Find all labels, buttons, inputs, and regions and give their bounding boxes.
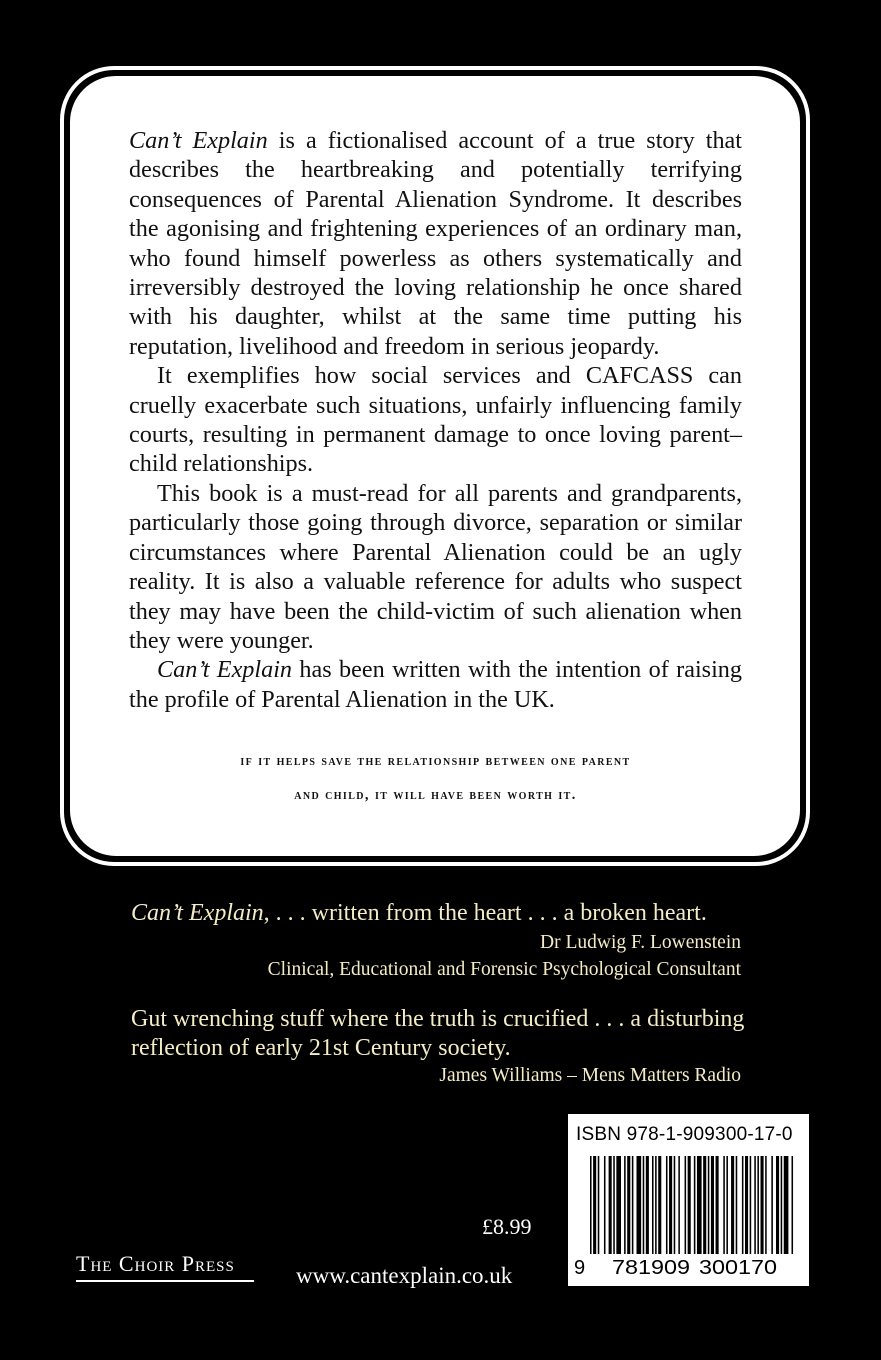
barcode-bar xyxy=(613,1156,615,1254)
barcode-bar xyxy=(652,1156,654,1254)
review-quote-1 xyxy=(131,899,707,928)
review-quote-1-title: Can’t Explain xyxy=(131,900,264,926)
blurb-paragraph-2: It exemplifies how social services and CAFCASS can cruelly exacerbate such situations, unfairly influencing family courts, resulting in permanent damage to once loving parent–child relationships. xyxy=(129,362,742,478)
review-quote-2-line-1: Gut wrenching stuff where the truth is crucified . . . a disturbing xyxy=(131,1006,745,1032)
barcode-bar xyxy=(736,1156,738,1254)
barcode-bar xyxy=(694,1156,696,1254)
barcode-graphic xyxy=(568,1114,809,1286)
barcode-bar xyxy=(771,1156,773,1254)
barcode-bar xyxy=(624,1156,626,1254)
price: £8.99 xyxy=(482,1214,532,1239)
review-quote-1-text: , . . . written from the heart . . . a broken heart. xyxy=(263,900,707,926)
barcode-bar xyxy=(750,1156,752,1254)
barcode-digits-right: 300170 xyxy=(699,1257,777,1279)
barcode-bar xyxy=(593,1156,596,1254)
website-url: www.cantexplain.co.uk xyxy=(296,1263,513,1288)
barcode-bar xyxy=(781,1156,783,1254)
review-attribution-1 xyxy=(268,929,741,983)
barcode-bar xyxy=(754,1156,756,1254)
barcode-bar xyxy=(784,1156,789,1254)
review-author-2: James Williams – Mens Matters Radio xyxy=(439,1065,741,1086)
tagline xyxy=(129,744,742,812)
barcode-bar xyxy=(658,1156,661,1254)
barcode-digit-first: 9 xyxy=(574,1257,586,1279)
blurb-paragraph-4-text: has been written with the intention of raising the profile of Parental Alienation in the UK. xyxy=(129,656,742,713)
isbn-label: ISBN 978-1-909300-17-0 xyxy=(576,1124,793,1145)
barcode-bar xyxy=(637,1156,642,1254)
barcode-bar xyxy=(711,1156,714,1254)
blurb-paragraph-4 xyxy=(129,655,742,714)
barcode-bar xyxy=(666,1156,668,1254)
publisher-underline xyxy=(76,1280,254,1282)
barcode-bar xyxy=(609,1156,612,1254)
barcode-bar xyxy=(643,1156,645,1254)
barcode-digits-left: 781909 xyxy=(612,1257,690,1279)
tagline-line-1: if it helps save the relationship between one parent xyxy=(240,753,631,769)
isbn-barcode xyxy=(568,1114,809,1286)
barcode-bar xyxy=(716,1156,719,1254)
barcode-bar xyxy=(757,1156,759,1254)
barcode-bar xyxy=(685,1156,687,1254)
barcode-bar xyxy=(655,1156,657,1254)
barcode-bar xyxy=(646,1156,649,1254)
barcode-bar xyxy=(761,1156,764,1254)
barcode-bar xyxy=(731,1156,734,1254)
barcode-bar xyxy=(598,1156,600,1254)
review-quote-2 xyxy=(131,1005,744,1063)
barcode-bar xyxy=(723,1156,725,1254)
barcode-bar xyxy=(674,1156,676,1254)
barcode-bar xyxy=(688,1156,691,1254)
barcode-bar xyxy=(627,1156,630,1254)
barcode-bar xyxy=(669,1156,672,1254)
barcode-bar xyxy=(604,1156,606,1254)
barcode-bar xyxy=(616,1156,621,1254)
barcode-bar xyxy=(765,1156,767,1254)
barcode-bar xyxy=(708,1156,710,1254)
book-title: Can’t Explain xyxy=(129,127,268,154)
review-author-1: Dr Ludwig F. Lowenstein xyxy=(540,932,741,953)
blurb-text xyxy=(129,126,742,714)
book-title: Can’t Explain xyxy=(157,656,293,684)
blurb-paragraph-3: This book is a must-read for all parents and grandparents, particularly those going through divorce, separation or similar circumstances where Parental Alienation could be an ugly reality. It is also a valuable reference for adults who suspect they may have been the child-victim of such alienation when they were younger. xyxy=(129,479,742,654)
barcode-bar xyxy=(726,1156,728,1254)
blurb-paragraph-1 xyxy=(129,126,742,361)
review-quote-2-line-2: reflection of early 21st Century society. xyxy=(131,1035,511,1061)
review-author-1-role: Clinical, Educational and Forensic Psychological Consultant xyxy=(267,959,741,980)
barcode-bar xyxy=(678,1156,680,1254)
review-attribution-2 xyxy=(439,1062,741,1089)
blurb-paragraph-1-text: is a fictionalised account of a true story that describes the heartbreaking and potentially terrifying consequences of Parental Alienation Syndrome. It describes the agonising and frightening experiences of an ordinary man, who found himself powerless as others systematically and irreversibly destroyed the loving relationship he once shared with his daughter, whilst at the same time putting his reputation, livelihood and freedom in serious jeopardy. xyxy=(129,127,742,360)
barcode-bar xyxy=(697,1156,702,1254)
barcode-bar xyxy=(590,1156,592,1254)
publisher-name: The Choir Press xyxy=(76,1251,235,1276)
barcode-bar xyxy=(703,1156,706,1254)
barcode-bar xyxy=(792,1156,794,1254)
barcode-bar xyxy=(745,1156,748,1254)
barcode-bar xyxy=(776,1156,779,1254)
barcode-bars xyxy=(590,1156,793,1254)
barcode-bar xyxy=(632,1156,634,1254)
barcode-bar xyxy=(742,1156,744,1254)
tagline-line-2: and child, it will have been worth it. xyxy=(294,787,577,803)
